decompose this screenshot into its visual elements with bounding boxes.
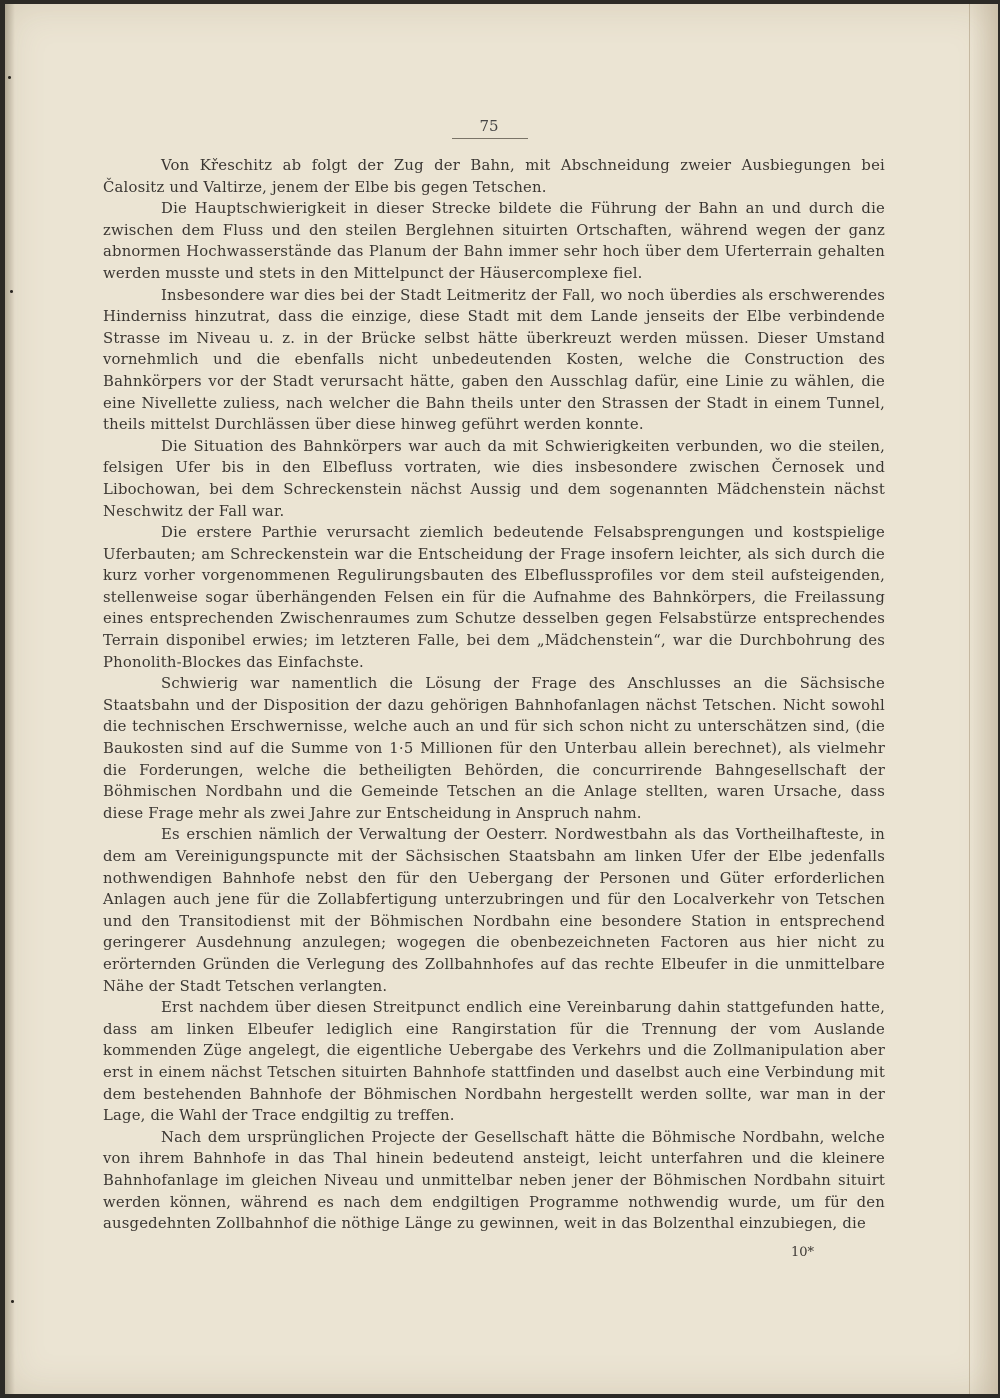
paragraph-7: Es erschien nämlich der Verwaltung der Oesterr. Nordwestbahn als das Vortheilhafteste, in dem am Vereinigungspuncte mit der Sächsischen Staatsbahn am linken Ufer der Elbe jedenfalls nothwendigen Bahnhofe nebst den für den Uebergang der Personen und Güter erforderlichen Anlagen auch jene für die Zollabfertigung unterzubringen und für den Localverkehr von Tetschen und den Transitodienst mit der Böhmischen Nordbahn eine besondere Station in entsprechend geringerer Ausdehnung anzulegen; wogegen die obenbezeichneten Factoren aus hier nicht zu erörternden Gründen die Verlegung des Zollbahnhofes auf das rechte Elbeufer in die unmittelbare Nähe der Stadt Tetschen verlangten. xyxy=(103,826,885,995)
edge-mark xyxy=(11,1300,14,1303)
paragraph-8: Erst nachdem über diesen Streitpunct endlich eine Vereinbarung dahin stattgefunden hatte, dass am linken Elbeufer lediglich eine Rangirstation für die Trennung der vom Auslande kommenden Züge angelegt, die eigentliche Uebergabe des Verkehrs und die Zollmanipulation aber erst in einem nächst Tetschen situirten Bahnhofe stattfinden und daselbst auch eine Verbindung mit dem bestehenden Bahnhofe der Böhmischen Nordbahn hergestellt werden sollte, war man in der Lage, die Wahl der Trace endgiltig zu treffen. xyxy=(103,999,885,1125)
document-page xyxy=(5,4,998,1394)
paragraph-9: Nach dem ursprünglichen Projecte der Gesellschaft hätte die Böhmische Nordbahn, welche von ihrem Bahnhofe in das Thal hinein bedeutend ansteigt, leicht unterfahren und die kleinere Bahnhofanlage im gleichen Niveau und unmittelbar neben jener der Böhmischen Nordbahn situirt werden können, während es nach dem endgiltigen Programme nothwendig wurde, um für den ausgedehnten Zollbahnhof die nöthige Länge zu gewinnen, weit in das Bolzenthal einzubiegen, die xyxy=(103,1128,885,1233)
page-number-rule xyxy=(452,138,528,139)
paragraph-5: Die erstere Parthie verursacht ziemlich bedeutende Felsabsprengungen und kostspielige Uferbauten; am Schreckenstein war die Entscheidung der Frage insofern leichter, als sich durch die kurz vorher vorgenommenen Regulirungsbauten des Elbeflussprofiles vor dem steil aufsteigenden, stellenweise sogar überhängenden Felsen ein für die Aufnahme des Bahnkörpers, die Freilassung eines entsprechenden Zwischenraumes zum Schutze desselben gegen Felsabstürze entsprechendes Terrain disponibel erwies; im letzteren Falle, bei dem „Mädchenstein“, war die Durchbohrung des Phonolith-Blockes das Einfachste. xyxy=(103,524,885,671)
paragraph-4: Die Situation des Bahnkörpers war auch da mit Schwierigkeiten verbunden, wo die steilen, felsigen Ufer bis in den Elbefluss vortraten, wie dies insbesondere zwischen Černosek und Libochowan, bei dem Schreckenstein nächst Aussig und dem sogenannten Mädchenstein nächst Neschwitz der Fall war. xyxy=(103,437,885,520)
printer-signature: 10* xyxy=(791,1245,815,1260)
paragraph-6: Schwierig war namentlich die Lösung der Frage des Anschlusses an die Sächsische Staatsbahn und der Disposition der dazu gehörigen Bahnhofanlagen nächst Tetschen. Nicht sowohl die technischen Erschwernisse, welche auch an und für sich schon nicht zu unterschätzen sind, (die Baukosten sind auf die Summe von 1·5 Millionen für den Unterbau allein berechnet), als vielmehr die Forderungen, welche die betheiligten Behörden, die concurrirende Bahngesellschaft der Böhmischen Nordbahn und die Gemeinde Tetschen an die Anlage stellten, waren Ursache, dass diese Frage mehr als zwei Jahre zur Entscheidung in Anspruch nahm. xyxy=(103,675,885,822)
spine-shadow xyxy=(5,4,15,1394)
edge-mark xyxy=(8,76,11,79)
paragraph-3: Insbesondere war dies bei der Stadt Leitmeritz der Fall, wo noch überdies als erschwerendes Hinderniss hinzutrat, dass die einzige, diese Stadt mit dem Lande jenseits der Elbe verbindende Strasse im Niveau u. z. in der Brücke selbst hätte überkreuzt werden müssen. Dieser Umstand vornehmlich und die ebenfalls nicht unbedeutenden Kosten, welche die Construction des Bahnkörpers vor der Stadt verursacht hätte, gaben den Ausschlag dafür, eine Linie zu wählen, die eine Nivellette zuliess, nach welcher die Bahn theils unter den Strassen der Stadt in einem Tunnel, theils mittelst Durchlässen über diese hinweg geführt werden konnte. xyxy=(103,286,885,434)
paragraph-2: Die Hauptschwierigkeit in dieser Strecke bildete die Führung der Bahn an und durch die zwischen dem Fluss und den steilen Berglehnen situirten Ortschaften, während wegen der ganz abnormen Hochwasserstände das Planum der Bahn immer sehr hoch über dem Uferterrain gehalten werden musste und stets in den Mittelpunct der Häusercomplexe fiel. xyxy=(103,200,885,282)
edge-mark xyxy=(10,290,13,293)
page-number: 75 xyxy=(479,117,499,135)
page-edge xyxy=(969,4,998,1394)
paragraph-1: Von Křeschitz ab folgt der Zug der Bahn, mit Abschneidung zweier Ausbiegungen bei Čalositz und Valtirze, jenem der Elbe bis gegen Tetschen. xyxy=(103,157,885,196)
body-text xyxy=(103,155,885,1235)
